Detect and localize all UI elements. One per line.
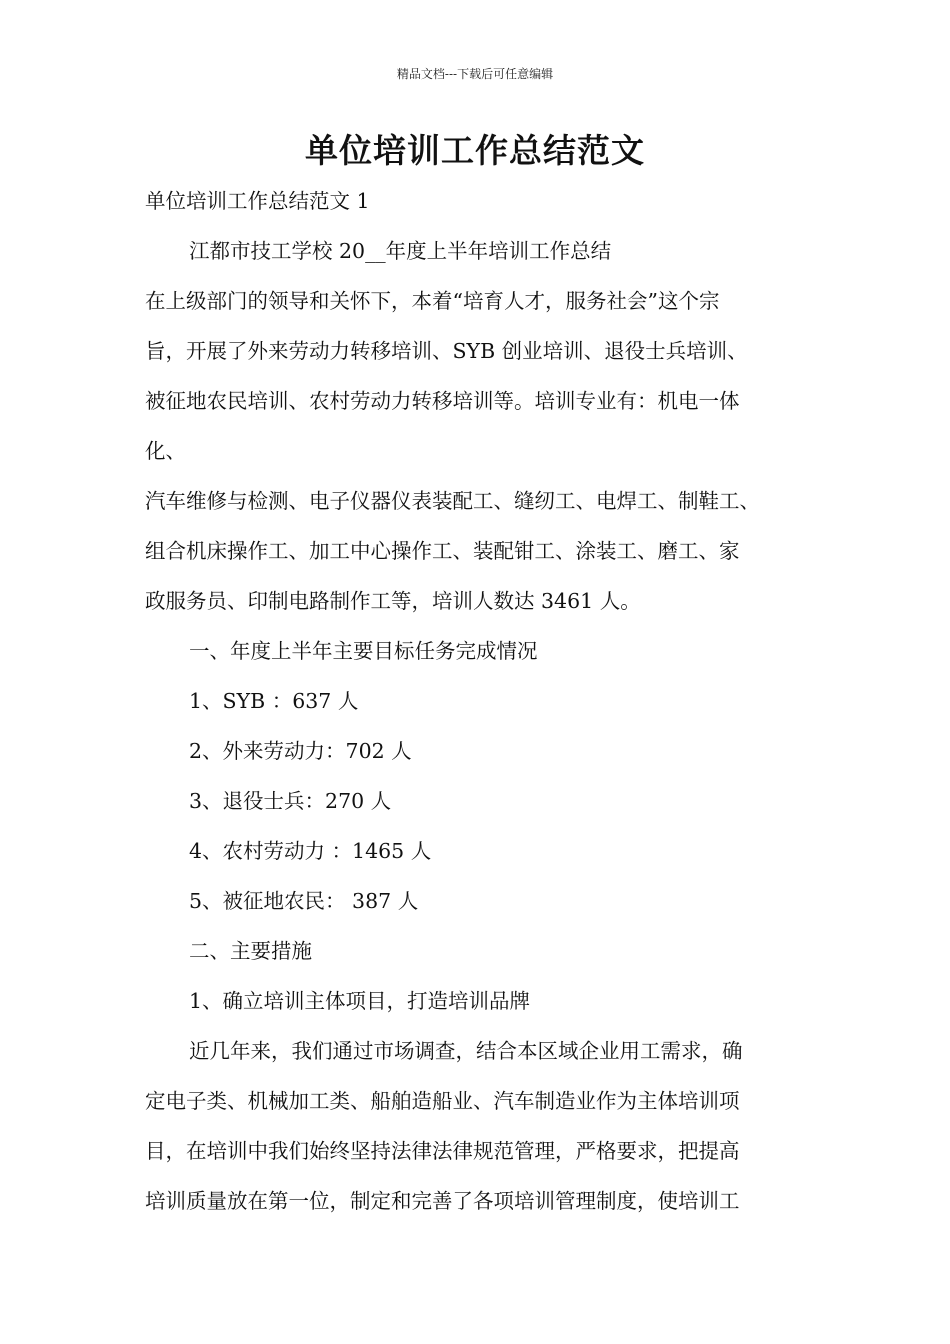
list-item: 1、SYB ：637 人 [189,689,359,713]
document-body [145,183,835,1233]
document-title: 单位培训工作总结范文 [305,131,645,170]
paragraph-line: 汽车维修与检测、电子仪器仪表装配工、缝纫工、电焊工、制鞋工、 [145,489,760,513]
paragraph-line: 组合机床操作工、加工中心操作工、装配钳工、涂装工、磨工、家 [145,539,740,563]
subsection-heading: 1、确立培训主体项目，打造培训品牌 [189,989,531,1013]
section-heading: 二、主要措施 [189,939,312,963]
list-item: 5、被征地农民： 387 人 [189,889,419,913]
paragraph-line: 旨，开展了外来劳动力转移培训、SYB 创业培训、退役士兵培训、 [145,339,748,363]
list-item: 4、农村劳动力 ：1465 人 [189,839,432,863]
paragraph-line: 化、 [145,439,186,463]
section-heading: 单位培训工作总结范文 1 [145,189,370,213]
subtitle-line: 江都市技工学校 20__年度上半年培训工作总结 [189,239,612,263]
header-note: 精品文档---下载后可任意编辑 [396,67,554,81]
paragraph-line: 在上级部门的领导和关怀下，本着“培育人才，服务社会”这个宗 [145,289,720,313]
section-heading: 一、年度上半年主要目标任务完成情况 [189,639,538,663]
list-item: 3、退役士兵：270 人 [189,789,392,813]
paragraph-line: 近几年来，我们通过市场调查，结合本区域企业用工需求，确 [189,1039,743,1063]
paragraph-line: 定电子类、机械加工类、船舶造船业、汽车制造业作为主体培训项 [145,1089,740,1113]
paragraph-line: 政服务员、印制电路制作工等，培训人数达 3461 人。 [145,589,641,613]
list-item: 2、外来劳动力：702 人 [189,739,412,763]
paragraph-line: 目，在培训中我们始终坚持法律法律规范管理，严格要求，把提高 [145,1139,740,1163]
paragraph-line: 培训质量放在第一位，制定和完善了各项培训管理制度，使培训工 [145,1189,740,1213]
paragraph-line: 被征地农民培训、农村劳动力转移培训等。培训专业有：机电一体 [145,389,740,413]
